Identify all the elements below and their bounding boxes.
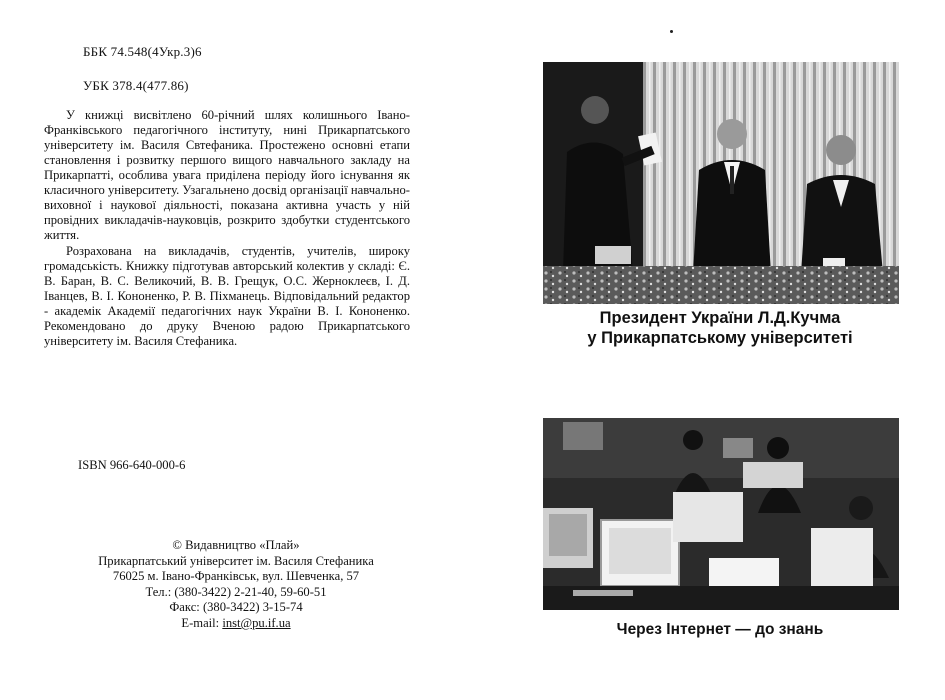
ubk-code: УБК 378.4(477.86) bbox=[83, 78, 189, 93]
photo2-caption: Через Інтернет — до знань bbox=[616, 621, 824, 638]
photo1-caption bbox=[530, 308, 910, 348]
phone-line: Тел.: (380-3422) 2-21-40, 59-60-51 bbox=[145, 584, 327, 599]
fax-line: Факс: (380-3422) 3-15-74 bbox=[169, 600, 303, 615]
annotation-paragraph: У книжці висвітлено 60-річний шлях колишнього Івано-Франківського педагогічного інституту, нині Прикарпатського університету ім. Василя Свтефаника. Простежено основні етапи становлення і розвитку першого вищого навчального закладу на Прикарпатті, особлива увага приділена періоду його існування як класичного університету. Узагальнено досвід організації навчально-виховної і наукової діяльності, показана активна участь у ній провідних викладачів-науковців, розкрито здобутки студентського життя. bbox=[44, 108, 410, 242]
email-line bbox=[46, 616, 426, 632]
caption-line: Президент України Л.Д.Кучма bbox=[599, 309, 841, 327]
isbn: ISBN 966-640-000-6 bbox=[78, 458, 186, 472]
print-dot bbox=[670, 30, 673, 33]
publisher-line: © Видавництво «Плай» bbox=[172, 538, 300, 552]
annotation-paragraph: Розрахована на викладачів, студентів, учителів, широку громадськість. Книжку підготував авторський колектив у складі: Є. В. Баран, В. С. Великочий, В. В. Грещук, О.С. Жерноклеєв, І. Д. Іванцев, В. І. Кононенко, Р. В. Піхманець. Відповідальний редактор - академік Академії педагогічних наук України В. І. Кононенко. Рекомендовано до друку Вченою радою Прикарпатського університету ім. Василя Стефаника. bbox=[44, 244, 410, 348]
right-page bbox=[470, 0, 945, 700]
email-link[interactable]: inst@pu.if.ua bbox=[222, 615, 291, 630]
caption-line: у Прикарпатському університеті bbox=[587, 329, 853, 347]
email-label: E-mail: bbox=[181, 615, 223, 630]
photo-president-visit bbox=[543, 62, 899, 304]
book-annotation bbox=[44, 108, 410, 349]
left-page bbox=[0, 0, 470, 700]
address-line: 76025 м. Івано-Франківськ, вул. Шевченка, 57 bbox=[112, 569, 360, 584]
imprint-block bbox=[46, 538, 426, 632]
institution-line: Прикарпатський університет ім. Василя Стефаника bbox=[98, 553, 374, 568]
photo-computer-lab bbox=[543, 418, 899, 610]
bbk-code: ББК 74.548(4Укр.3)6 bbox=[83, 44, 202, 59]
